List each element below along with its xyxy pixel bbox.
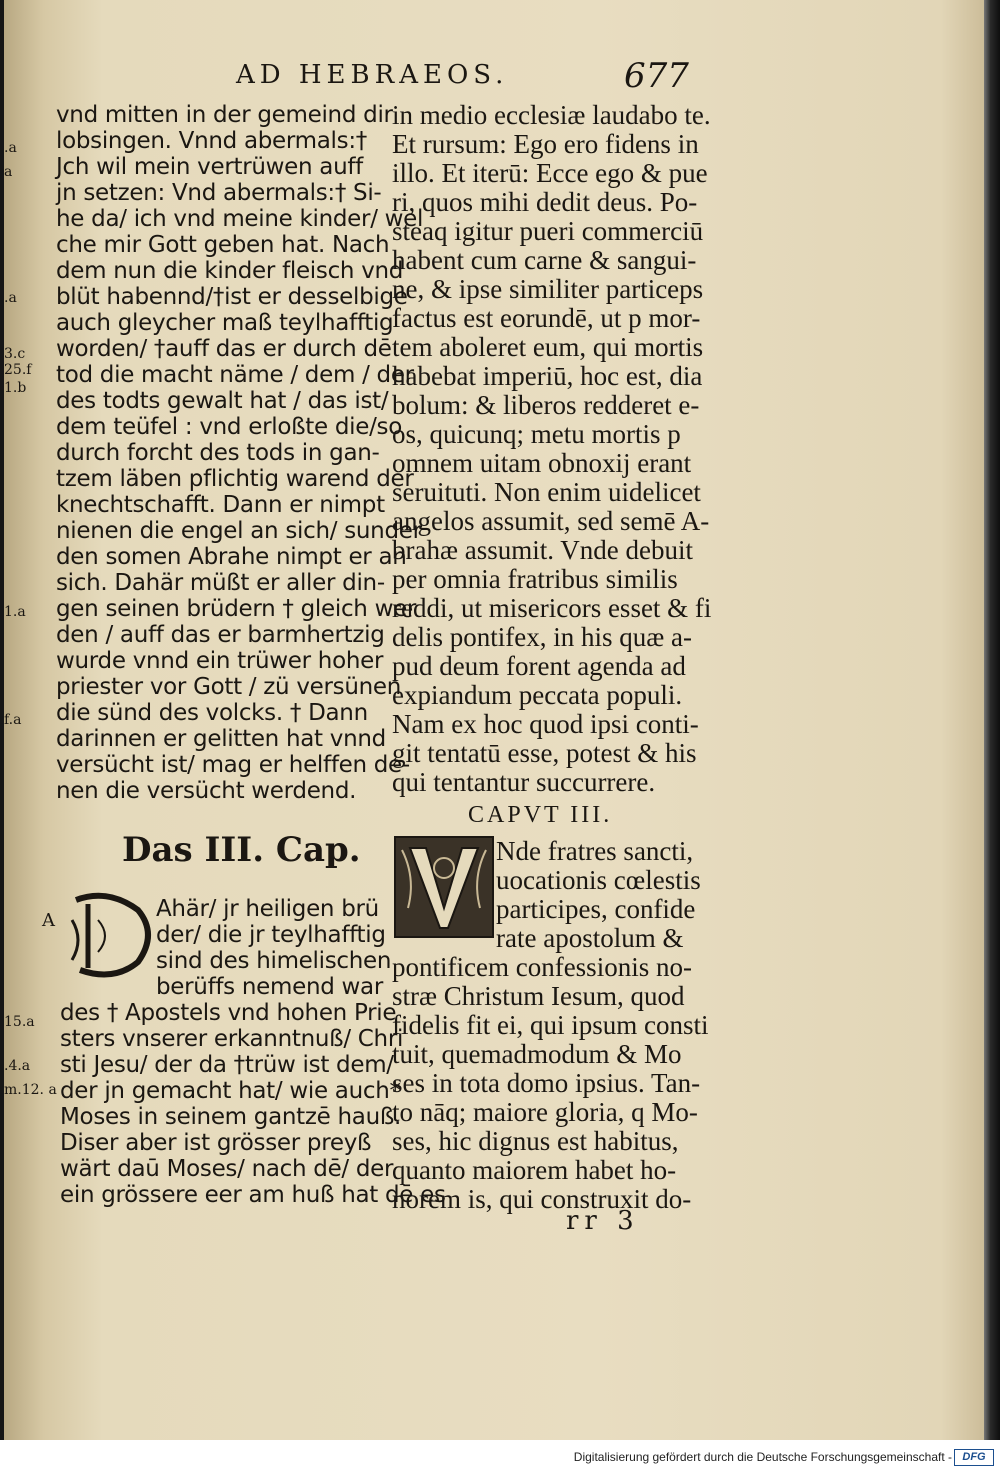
latin-line: omnem uitam obnoxij erant bbox=[392, 448, 692, 478]
german-line: lobsingen. Vnnd abermals:† bbox=[56, 128, 367, 154]
latin-line: to nāq; maiore gloria, q Mo- bbox=[392, 1097, 698, 1127]
latin-chapter-title: CAPVT III. bbox=[468, 802, 613, 828]
folio-number: 677 bbox=[624, 56, 689, 96]
footer-bar bbox=[0, 1440, 1000, 1472]
margin-note: .a bbox=[4, 140, 17, 156]
dfg-logo-icon: DFG bbox=[954, 1449, 994, 1466]
margin-note: A bbox=[42, 910, 55, 931]
latin-line: habebat imperiū, hoc est, dia bbox=[392, 361, 703, 391]
german-line: dem teüfel : vnd erloßte die/so bbox=[56, 414, 402, 440]
german-chapter-title: Das III. Cap. bbox=[122, 830, 361, 870]
german-line: wärt daū Moses/ nach dē/ der bbox=[60, 1156, 394, 1182]
latin-line: habent cum carne & sangui- bbox=[392, 245, 697, 275]
latin-line: angelos assumit, sed semē A- bbox=[392, 506, 710, 536]
latin-line: expiandum peccata populi. bbox=[392, 680, 683, 710]
latin-line: uocationis cœlestis bbox=[496, 865, 701, 895]
latin-line: pud deum forent agenda ad bbox=[392, 651, 686, 681]
latin-line: Nam ex hoc quod ipsi conti- bbox=[392, 709, 699, 739]
german-line: worden/ †auff das er durch dē bbox=[56, 336, 392, 362]
margin-note: 25.f bbox=[4, 362, 32, 378]
digitization-credit: Digitalisierung gefördert durch die Deutsche Forschungsgemeinschaft - bbox=[573, 1450, 952, 1464]
german-line: den somen Abrahe nimpt er an bbox=[56, 544, 407, 570]
latin-line: participes, confide bbox=[496, 894, 696, 924]
german-line: auch gleycher maß teylhafftig bbox=[56, 310, 394, 336]
margin-note: .4.a bbox=[4, 1058, 31, 1074]
latin-line: os, quicunq; metu mortis p bbox=[392, 419, 681, 449]
german-line: Diser aber ist grösser preyß bbox=[60, 1130, 372, 1156]
german-line: versücht ist/ mag er helffen de- bbox=[56, 752, 410, 778]
german-line: durch forcht des tods in gan- bbox=[56, 440, 380, 466]
latin-line: quanto maiorem habet ho- bbox=[392, 1155, 677, 1185]
latin-line: tuit, quemadmodum & Mo bbox=[392, 1039, 682, 1069]
latin-line: pontificem confessionis no- bbox=[392, 952, 692, 982]
margin-note: f.a bbox=[4, 712, 22, 728]
german-line: Jch wil mein vertrüwen auff bbox=[56, 154, 363, 180]
latin-line: qui tentantur succurrere. bbox=[392, 767, 656, 797]
german-line: der jn gemacht hat/ wie auch* bbox=[60, 1078, 401, 1104]
latin-line: tem aboleret eum, qui mortis bbox=[392, 332, 704, 362]
german-line: he da/ ich vnd meine kinder/ wel bbox=[56, 206, 424, 232]
german-line: che mir Gott geben hat. Nach bbox=[56, 232, 390, 258]
latin-line: Et rursum: Ego ero fidens in bbox=[392, 129, 699, 159]
german-line: den / auff das er barmhertzig bbox=[56, 622, 385, 648]
latin-line: in medio ecclesiæ laudabo te. bbox=[392, 100, 711, 130]
german-line: sters vnserer erkanntnuß/ Chri bbox=[60, 1026, 404, 1052]
german-line: priester vor Gott / zü versünen bbox=[56, 674, 402, 700]
margin-note: 1.b bbox=[4, 380, 27, 396]
latin-line: stræ Christum Iesum, quod bbox=[392, 981, 685, 1011]
latin-line: rate apostolum & bbox=[496, 923, 684, 953]
margin-note: 15.a bbox=[4, 1014, 35, 1030]
german-line: wurde vnnd ein trüwer hoher bbox=[56, 648, 384, 674]
german-line: der/ die jr teylhafftig bbox=[156, 922, 386, 948]
latin-line: norem is, qui construxit do- bbox=[392, 1184, 692, 1214]
german-line: dem nun die kinder fleisch vnd bbox=[56, 258, 404, 284]
latin-line: git tentatū esse, potest & his bbox=[392, 738, 697, 768]
latin-line: ri, quos mihi dedit deus. Po- bbox=[392, 187, 698, 217]
german-line: blüt habennd/†ist er desselbige bbox=[56, 284, 408, 310]
latin-line: bolum: & liberos redderet e- bbox=[392, 390, 700, 420]
german-line: sind des himelischen bbox=[156, 948, 392, 974]
latin-line: per omnia fratribus similis bbox=[392, 564, 678, 594]
latin-line: factus est eorundē, ut p mor- bbox=[392, 303, 701, 333]
german-line: die sünd des volcks. † Dann bbox=[56, 700, 368, 726]
decorated-initial-d-icon bbox=[68, 890, 154, 978]
latin-line: seruituti. Non enim uidelicet bbox=[392, 477, 701, 507]
latin-line: illo. Et iterū: Ecce ego & pue bbox=[392, 158, 708, 188]
margin-note: m.12. a bbox=[4, 1082, 57, 1098]
german-line: Moses in seinem gantzē hauß. bbox=[60, 1104, 402, 1130]
decorated-initial-v-icon bbox=[394, 836, 494, 938]
latin-line: steaq igitur pueri commerciū bbox=[392, 216, 704, 246]
latin-line: brahæ assumit. Vnde debuit bbox=[392, 535, 693, 565]
signature-mark: rr 3 bbox=[566, 1206, 640, 1236]
margin-note: .a bbox=[4, 290, 17, 306]
latin-line: Nde fratres sancti, bbox=[496, 836, 694, 866]
german-line: des todts gewalt hat / das ist/ bbox=[56, 388, 389, 414]
german-line: nienen die engel an sich/ sunder bbox=[56, 518, 422, 544]
latin-line: ses, hic dignus est habitus, bbox=[392, 1126, 679, 1156]
book-page bbox=[4, 0, 990, 1440]
margin-note: 1.a bbox=[4, 604, 26, 620]
latin-line: delis pontifex, in his quæ a- bbox=[392, 622, 692, 652]
german-line: nen die versücht werdend. bbox=[56, 778, 357, 804]
running-head: AD HEBRAEOS. bbox=[236, 60, 509, 90]
german-line: darinnen er gelitten hat vnnd bbox=[56, 726, 386, 752]
german-line: sich. Dahär müßt er aller din- bbox=[56, 570, 385, 596]
german-line: gen seinen brüdern † gleich wer bbox=[56, 596, 417, 622]
margin-note: a bbox=[4, 164, 13, 180]
german-line: ein grössere eer am huß hat dē es bbox=[60, 1182, 446, 1208]
german-line: berüffs nemend war bbox=[156, 974, 384, 1000]
german-line: Ahär/ jr heiligen brü bbox=[156, 896, 379, 922]
german-line: knechtschafft. Dann er nimpt bbox=[56, 492, 385, 518]
german-line: sti Jesu/ der da †trüw ist dem/ bbox=[60, 1052, 394, 1078]
german-line: tod die macht näme / dem / der bbox=[56, 362, 414, 388]
latin-line: reddi, ut misericors esset & fi bbox=[392, 593, 712, 623]
page-edge-shadow bbox=[984, 0, 1000, 1440]
german-line: tzem läben pflichtig warend der bbox=[56, 466, 414, 492]
latin-line: fidelis fit ei, qui ipsum consti bbox=[392, 1010, 709, 1040]
german-line: jn setzen: Vnd abermals:† Si- bbox=[56, 180, 382, 206]
latin-line: ses in tota domo ipsius. Tan- bbox=[392, 1068, 701, 1098]
german-line: vnd mitten in der gemeind dir bbox=[56, 102, 393, 128]
margin-note: 3.c bbox=[4, 346, 26, 362]
german-line: des † Apostels vnd hohen Prie bbox=[60, 1000, 397, 1026]
latin-line: ne, & ipse similiter particeps bbox=[392, 274, 704, 304]
